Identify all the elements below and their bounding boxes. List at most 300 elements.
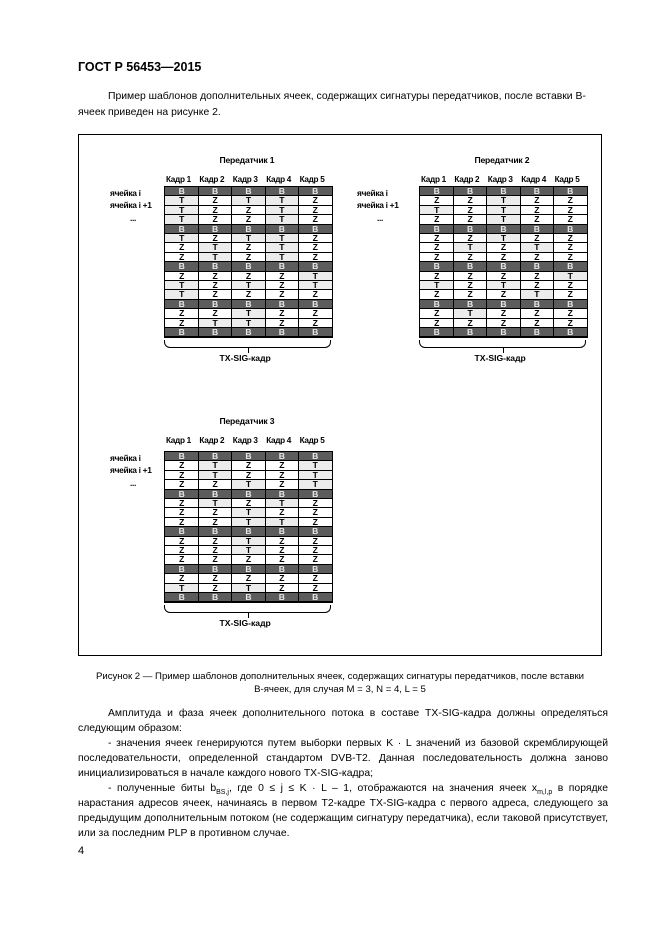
frame-header: Кадр 1 [421,175,446,184]
grid-cell: B [265,593,298,602]
grid-cell: Z [554,290,587,299]
grid-cell: Z [299,290,332,299]
grid-cell: Z [165,499,198,508]
transmitter-title: Передатчик 2 [474,155,530,165]
grid-cell: Z [299,518,332,527]
grid-cell: B [554,262,587,271]
grid-cell: T [299,471,332,480]
grid-cell: Z [487,319,520,328]
cell-label-i: ячейка i [357,188,388,198]
grid-cell: B [420,300,453,309]
grid-cell: Z [420,272,453,281]
grid-cell: B [453,187,486,196]
grid-cell: Z [165,508,198,517]
grid-cell: Z [198,546,231,555]
grid-cell: Z [165,309,198,318]
grid-cell: Z [299,234,332,243]
grid-cell: T [165,206,198,215]
grid-cell: T [420,281,453,290]
grid-cell: B [520,225,553,234]
grid-cell: Z [165,574,198,583]
grid-cell: T [487,196,520,205]
grid-cell: Z [232,574,265,583]
grid-cell: Z [453,196,486,205]
grid-cell: Z [265,290,298,299]
grid-cell: B [420,225,453,234]
txsig-label: TX-SIG-кадр [219,353,271,364]
grid-cell: T [198,253,231,262]
grid-cell: Z [232,555,265,564]
grid-cell: Z [554,196,587,205]
grid-cell: B [265,328,298,337]
grid-cell: B [265,225,298,234]
grid-cell: T [198,319,231,328]
grid-cell: Z [265,309,298,318]
grid-cell: Z [165,537,198,546]
grid-cell: Z [265,272,298,281]
grid-cell: B [299,565,332,574]
grid-cell: B [165,300,198,309]
caption-line-2: B-ячеек, для случая M = 3, N = 4, L = 5 [254,684,426,695]
grid-cell: T [165,584,198,593]
grid-cell: Z [487,272,520,281]
grid-cell: Z [520,272,553,281]
grid-cell: Z [232,461,265,470]
grid-cell: Z [232,290,265,299]
grid-cell: B [165,328,198,337]
grid-cell: Z [554,215,587,224]
frame-header: Кадр 3 [232,175,258,184]
grid-cell: Z [453,206,486,215]
grid-cell: B [299,225,332,234]
frame-header: Кадр 5 [554,175,580,184]
grid-cell: B [265,187,298,196]
grid-cell: B [198,262,231,271]
grid-cell: T [265,196,298,205]
grid-cell: T [232,480,265,489]
grid-cell: B [299,490,332,499]
grid-cell: T [232,196,265,205]
grid-cell: Z [265,584,298,593]
figure-caption [78,670,602,696]
grid-cell: B [487,300,520,309]
grid-cell: Z [554,243,587,252]
grid-cell: B [165,565,198,574]
grid-cell: Z [520,215,553,224]
grid-cell: Z [554,281,587,290]
grid-cell: T [165,215,198,224]
page-number: 4 [78,845,85,857]
grid-cell: Z [487,253,520,262]
column-separator [520,187,521,337]
grid-cell: T [265,215,298,224]
grid-cell: Z [198,215,231,224]
grid-cell: Z [165,518,198,527]
txsig-label: TX-SIG-кадр [474,353,526,364]
grid-cell: Z [198,584,231,593]
grid-cell: Z [420,234,453,243]
grid-cell: Z [554,253,587,262]
grid-cell: B [232,565,265,574]
grid-cell: Z [198,537,231,546]
grid-cell: Z [299,243,332,252]
grid-cell: T [299,480,332,489]
grid-cell: Z [265,319,298,328]
body-paragraph-2: - значения ячеек генерируются путем выборки первых K · L значений из базовой скремблирующей последовательности, определенной стандартом DVB-T2. Данная последовательность должна заново инициализироваться в начале каждого нового TX-SIG-кадра; [78,738,608,779]
grid-cell: Z [198,281,231,290]
grid-cell: T [265,234,298,243]
grid-cell: B [487,225,520,234]
grid-cell: Z [299,508,332,517]
grid-cell: Z [453,234,486,243]
grid-cell: B [232,328,265,337]
ellipsis: ... [130,213,137,223]
grid-cell: B [299,262,332,271]
cell-label-i-plus-1: ячейка i +1 [357,200,399,210]
grid-cell: B [165,187,198,196]
frame-header: Кадр 5 [299,436,325,445]
txsig-label: TX-SIG-кадр [219,618,271,629]
grid-cell: B [487,262,520,271]
frame-header: Кадр 2 [199,175,225,184]
grid-cell: Z [453,281,486,290]
grid-cell: Z [487,290,520,299]
grid-cell: B [520,300,553,309]
grid-cell: B [265,300,298,309]
grid-cell: B [198,490,231,499]
grid-cell: T [232,234,265,243]
grid-cell: Z [453,272,486,281]
grid-cell: B [165,527,198,536]
grid-cell: T [487,215,520,224]
transmitter-grid [419,186,588,338]
grid-cell: Z [165,471,198,480]
grid-cell: B [265,490,298,499]
grid-cell: Z [198,234,231,243]
grid-cell: Z [265,480,298,489]
grid-cell: Z [198,290,231,299]
body-text [78,706,608,841]
grid-cell: T [420,206,453,215]
grid-cell: Z [232,499,265,508]
grid-cell: T [299,461,332,470]
grid-cell: Z [420,290,453,299]
p3-part-a: - полученные биты b [108,783,217,794]
grid-cell: Z [165,243,198,252]
grid-cell: B [487,328,520,337]
grid-cell: Z [232,243,265,252]
grid-cell: B [520,262,553,271]
grid-cell: Z [198,196,231,205]
txsig-brace [419,340,586,348]
frame-header: Кадр 4 [266,436,292,445]
grid-cell: B [554,300,587,309]
grid-cell: B [554,225,587,234]
grid-cell: Z [198,555,231,564]
grid-cell: T [232,281,265,290]
grid-cell: Z [453,253,486,262]
grid-cell: T [487,281,520,290]
grid-cell: T [232,537,265,546]
grid-cell: B [520,187,553,196]
column-separator [231,452,232,602]
document-header: ГОСТ Р 56453—2015 [78,60,202,74]
grid-cell: B [198,187,231,196]
column-separator [553,187,554,337]
grid-cell: B [265,565,298,574]
intro-paragraph: Пример шаблонов дополнительных ячеек, содержащих сигнатуры передатчиков, после вставки B-ячеек приведен на рисунке 2. [78,91,586,118]
grid-cell: Z [453,290,486,299]
grid-cell: B [453,225,486,234]
grid-cell: Z [453,319,486,328]
grid-cell: Z [520,196,553,205]
grid-cell: T [265,243,298,252]
grid-cell: Z [299,206,332,215]
grid-cell: B [420,187,453,196]
grid-cell: B [198,300,231,309]
frame-header: Кадр 3 [487,175,513,184]
grid-cell: Z [198,508,231,517]
transmitter-grid [164,186,333,338]
grid-cell: T [232,518,265,527]
grid-cell: B [165,262,198,271]
grid-cell: T [232,309,265,318]
column-separator [453,187,454,337]
grid-cell: T [520,243,553,252]
cell-label-i-plus-1: ячейка i +1 [110,465,152,475]
grid-cell: B [165,225,198,234]
column-separator [265,187,266,337]
grid-cell: B [453,328,486,337]
frame-header: Кадр 2 [199,436,225,445]
grid-cell: Z [520,253,553,262]
grid-cell: Z [265,555,298,564]
grid-cell: Z [265,546,298,555]
grid-cell: B [232,527,265,536]
grid-cell: T [299,272,332,281]
grid-cell: T [198,461,231,470]
grid-cell: Z [232,206,265,215]
grid-cell: Z [299,319,332,328]
frame-header: Кадр 5 [299,175,325,184]
grid-cell: Z [299,215,332,224]
body-paragraph-1: Амплитуда и фаза ячеек дополнительного потока в составе TX-SIG-кадра должны определяться следующим образом: [78,708,608,734]
caption-line-1: Рисунок 2 — Пример шаблонов дополнительных ячеек, содержащих сигнатуры передатчиков, после вставки [95,671,585,682]
grid-cell: Z [420,215,453,224]
frame-header: Кадр 3 [232,436,258,445]
grid-cell: T [265,253,298,262]
grid-cell: B [299,452,332,461]
grid-cell: B [232,187,265,196]
grid-cell: Z [299,309,332,318]
grid-cell: T [165,281,198,290]
grid-cell: B [299,187,332,196]
grid-cell: Z [420,309,453,318]
grid-cell: T [299,281,332,290]
grid-cell: Z [198,206,231,215]
grid-cell: T [165,196,198,205]
grid-cell: Z [487,309,520,318]
txsig-brace [164,605,331,613]
grid-cell: B [198,593,231,602]
grid-cell: B [165,490,198,499]
column-separator [231,187,232,337]
grid-cell: B [232,593,265,602]
grid-cell: Z [420,253,453,262]
grid-cell: T [232,584,265,593]
grid-cell: Z [265,537,298,546]
grid-cell: Z [554,234,587,243]
grid-cell: T [265,499,298,508]
grid-cell: Z [299,499,332,508]
grid-cell: Z [299,253,332,262]
grid-cell: Z [165,272,198,281]
p3-subscript-mlp: m,l,p [537,789,553,796]
grid-cell: Z [299,574,332,583]
grid-cell: B [232,452,265,461]
grid-cell: T [265,206,298,215]
grid-cell: Z [487,243,520,252]
column-separator [298,452,299,602]
grid-cell: B [554,187,587,196]
grid-cell: B [265,452,298,461]
grid-cell: Z [299,537,332,546]
grid-cell: Z [165,253,198,262]
grid-cell: B [299,527,332,536]
grid-cell: B [198,225,231,234]
grid-cell: B [265,527,298,536]
grid-cell: T [487,234,520,243]
grid-cell: Z [198,480,231,489]
grid-cell: Z [520,309,553,318]
grid-cell: B [299,593,332,602]
transmitter-grid [164,451,333,603]
transmitter-title: Передатчик 3 [219,416,275,426]
grid-cell: B [198,452,231,461]
grid-cell: T [232,508,265,517]
grid-cell: T [165,234,198,243]
grid-cell: B [299,300,332,309]
grid-cell: Z [165,555,198,564]
grid-cell: Z [165,480,198,489]
grid-cell: T [554,272,587,281]
grid-cell: B [198,527,231,536]
grid-cell: Z [265,574,298,583]
grid-cell: Z [520,206,553,215]
grid-cell: Z [299,555,332,564]
grid-cell: B [453,300,486,309]
grid-cell: B [198,565,231,574]
grid-cell: Z [299,584,332,593]
frame-header: Кадр 2 [454,175,480,184]
grid-cell: T [453,243,486,252]
column-separator [265,452,266,602]
column-separator [486,187,487,337]
grid-cell: B [232,300,265,309]
column-separator [198,452,199,602]
grid-cell: Z [232,272,265,281]
p3-subscript-bs: BS,j [216,789,229,796]
grid-cell: B [520,328,553,337]
grid-cell: T [487,206,520,215]
grid-cell: Z [198,574,231,583]
grid-cell: T [232,319,265,328]
column-separator [298,187,299,337]
grid-cell: Z [554,319,587,328]
grid-cell: Z [520,319,553,328]
frame-header: Кадр 4 [521,175,547,184]
grid-cell: Z [299,196,332,205]
body-paragraph-3 [78,781,608,841]
grid-cell: T [198,243,231,252]
grid-cell: Z [198,272,231,281]
grid-cell: B [420,328,453,337]
grid-cell: Z [420,196,453,205]
grid-cell: B [232,225,265,234]
grid-cell: T [198,499,231,508]
grid-cell: Z [520,234,553,243]
grid-cell: B [265,262,298,271]
column-separator [198,187,199,337]
cell-label-i: ячейка i [110,453,141,463]
grid-cell: Z [554,309,587,318]
grid-cell: T [165,290,198,299]
grid-cell: B [420,262,453,271]
grid-cell: Z [198,309,231,318]
txsig-brace [164,340,331,348]
grid-cell: Z [232,253,265,262]
grid-cell: B [232,490,265,499]
grid-cell: Z [453,215,486,224]
grid-cell: Z [265,461,298,470]
grid-cell: B [198,328,231,337]
grid-cell: B [453,262,486,271]
p3-part-c: в порядке нарастания адресов ячеек, начинаясь в первом T2-кадре TX-SIG-кадра с первого адреса, следующего за предыдущим дополнительным потоком (не содержащим сигнатуру передатчика), если таковой присутствует, или за последним PLP в противном случае. [78,783,608,839]
grid-cell: Z [265,471,298,480]
ellipsis: ... [377,213,384,223]
grid-cell: Z [420,243,453,252]
grid-cell: Z [198,518,231,527]
grid-cell: B [165,593,198,602]
grid-cell: B [487,187,520,196]
grid-cell: Z [165,461,198,470]
grid-cell: B [554,328,587,337]
transmitter-title: Передатчик 1 [219,155,275,165]
grid-cell: Z [420,319,453,328]
ellipsis: ... [130,478,137,488]
grid-cell: B [299,328,332,337]
grid-cell: Z [520,281,553,290]
grid-cell: Z [265,508,298,517]
grid-cell: Z [265,281,298,290]
cell-label-i-plus-1: ячейка i +1 [110,200,152,210]
grid-cell: T [198,471,231,480]
grid-cell: T [520,290,553,299]
cell-label-i: ячейка i [110,188,141,198]
grid-cell: Z [165,319,198,328]
grid-cell: Z [554,206,587,215]
grid-cell: Z [165,546,198,555]
grid-cell: T [453,309,486,318]
grid-cell: B [165,452,198,461]
frame-header: Кадр 1 [166,436,191,445]
p3-part-b: , где 0 ≤ j ≤ K · L – 1, отображаются на значения ячеек x [228,783,538,794]
frame-header: Кадр 4 [266,175,292,184]
grid-cell: B [232,262,265,271]
grid-cell: Z [232,215,265,224]
grid-cell: Z [299,546,332,555]
grid-cell: T [265,518,298,527]
